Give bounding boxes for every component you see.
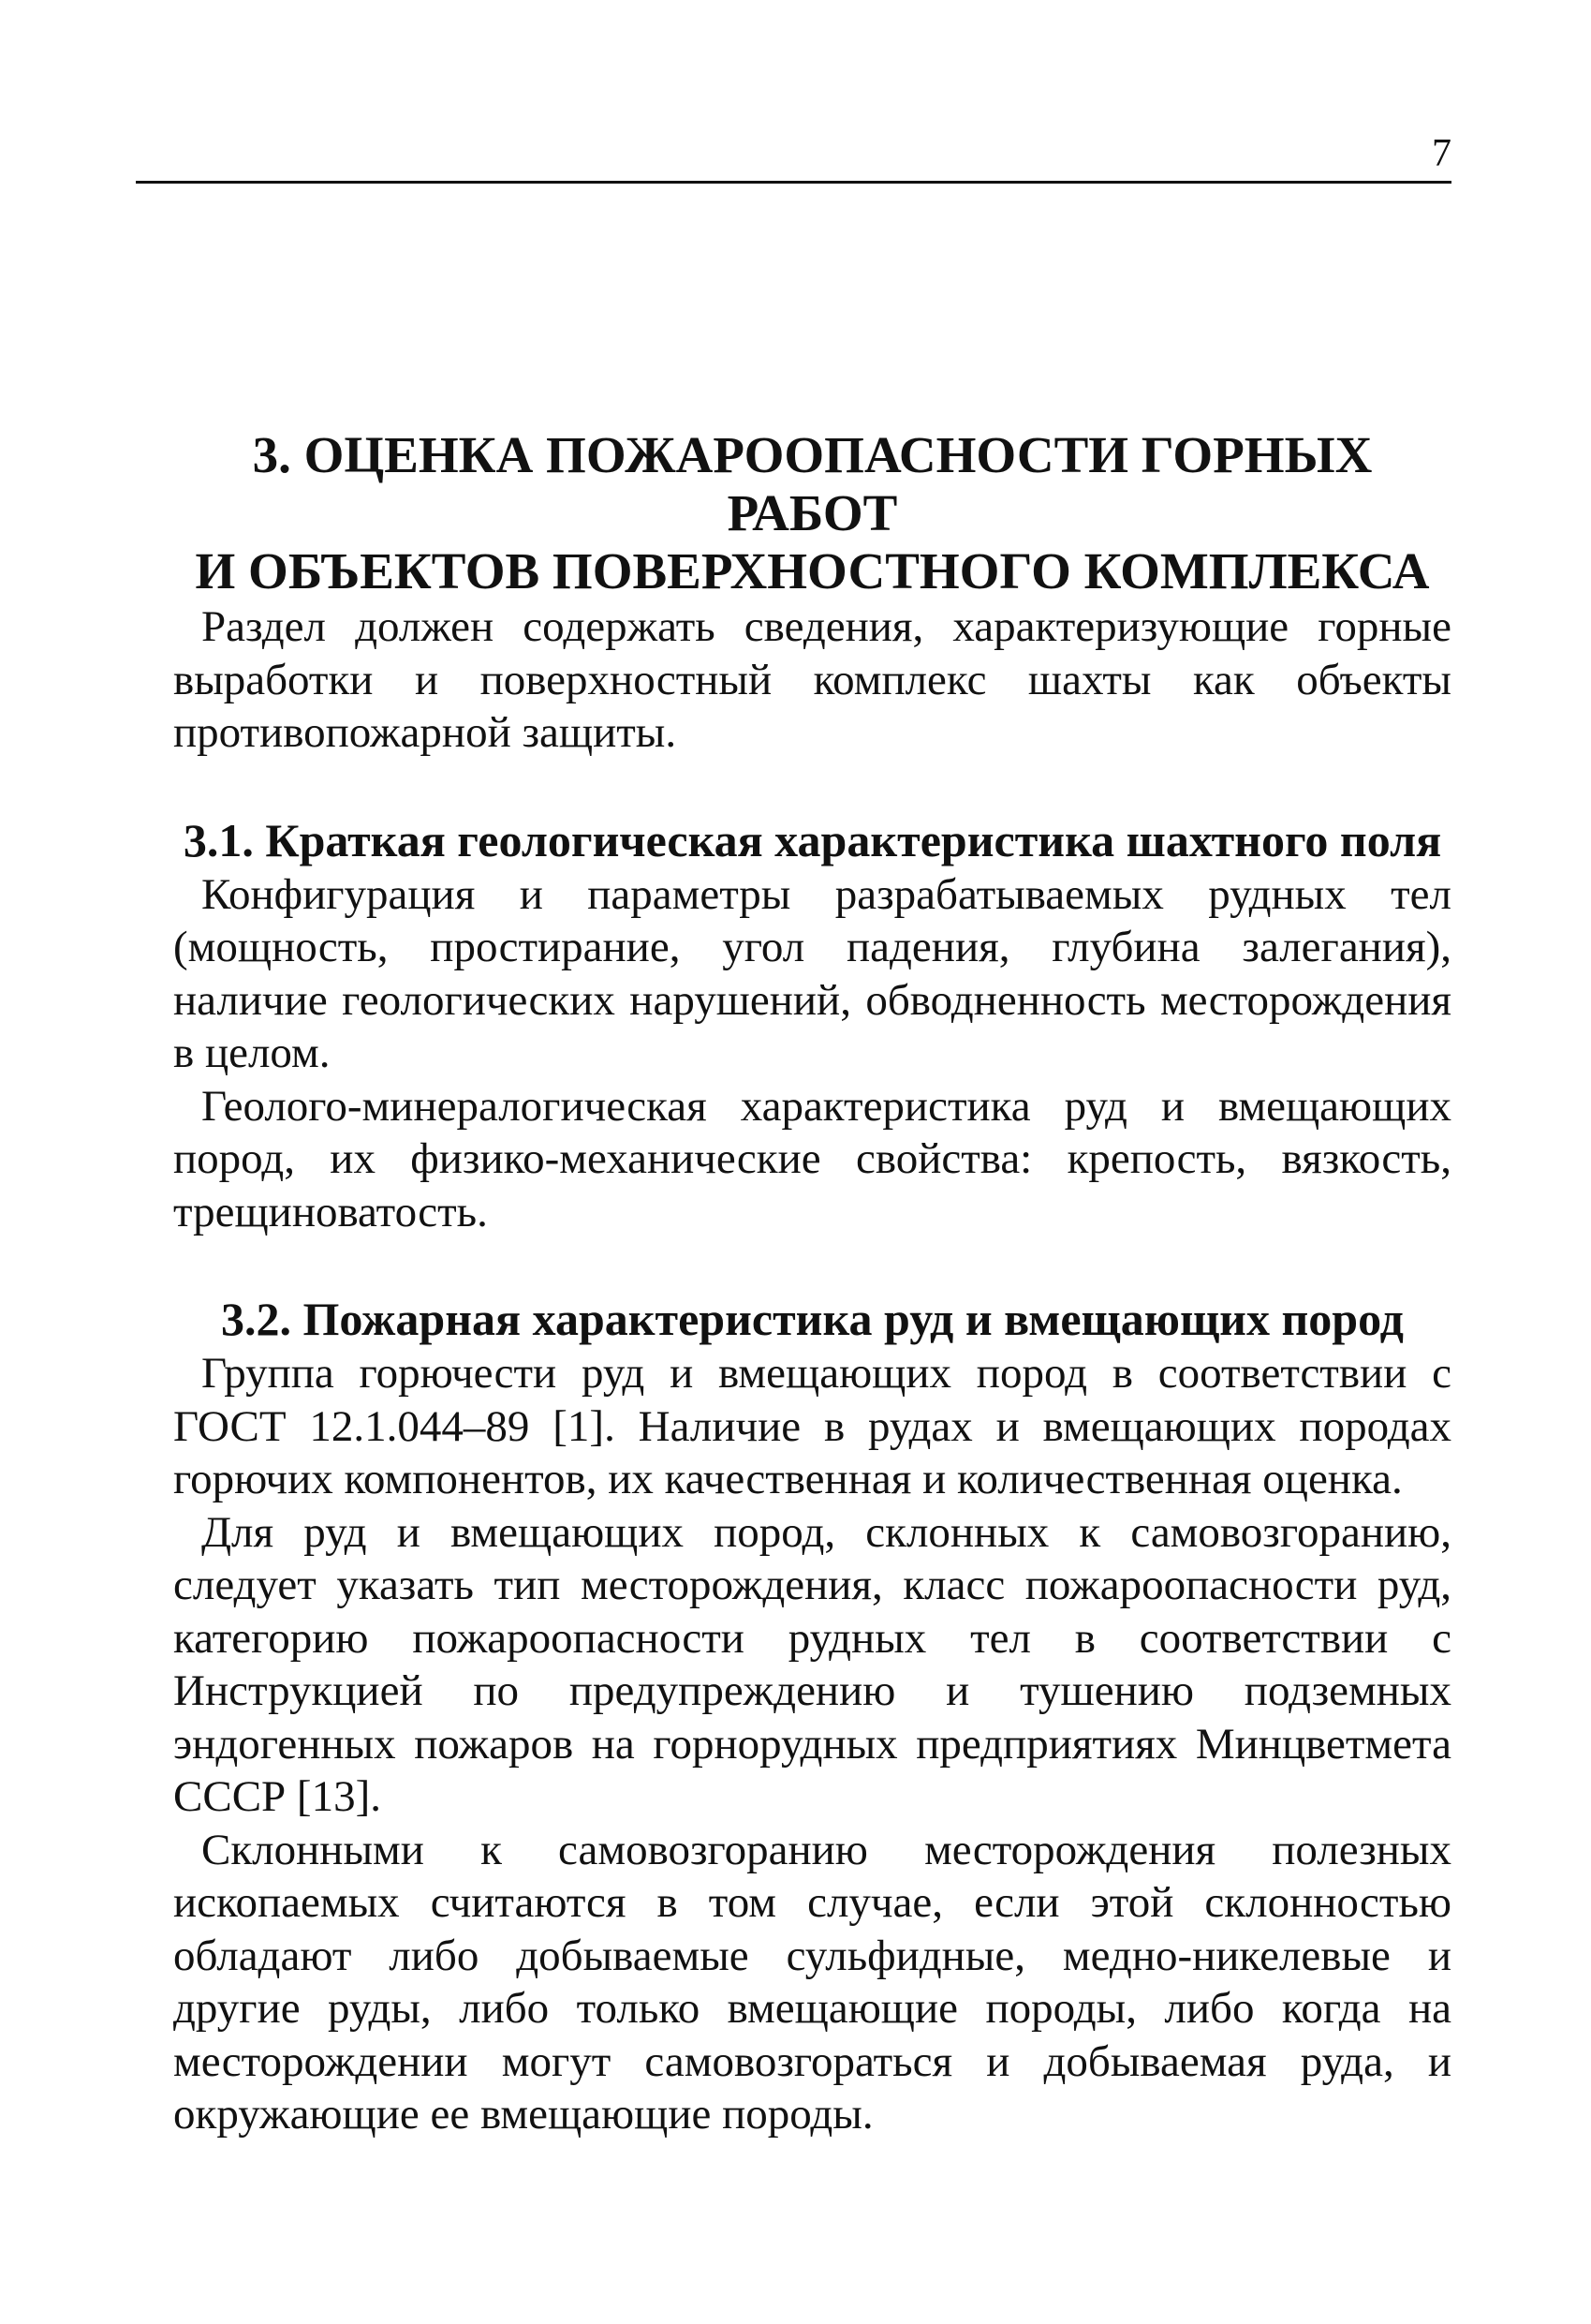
intro-paragraph: Раздел должен содержать сведения, характеризующие горные выработки и поверхностный комплекс шахты как объекты противопожарной защиты. xyxy=(173,602,1451,757)
section-3-1-heading: 3.1. Краткая геологическая характеристика шахтного поля xyxy=(183,813,1442,866)
header-rule xyxy=(136,181,1451,184)
section-3-2-paragraph-2: Для руд и вмещающих пород, склонных к самовозгоранию, следует указать тип месторождения, класс пожароопасности руд, категорию пожароопасности рудных тел в соответствии с Инструкцией по предупреждению и тушению подземных эндогенных пожаров на горнорудных предприятиях Минцветмета СССР [13]. xyxy=(173,1507,1451,1821)
section-3-1-paragraph-2: Геолого-минералогическая характеристика руд и вмещающих пород, их физико-механические свойства: крепость, вязкость, трещиноватость. xyxy=(173,1081,1451,1236)
section-3-2-paragraph-1: Группа горючести руд и вмещающих пород в соответствии с ГОСТ 12.1.044–89 [1]. Наличие в рудах и вмещающих породах горючих компонентов, их качественная и количественная оценка. xyxy=(173,1349,1451,1503)
chapter-title xyxy=(173,426,1451,600)
section-3-1-paragraph-1: Конфигурация и параметры разрабатываемых рудных тел (мощность, простирание, угол падения, глубина залегания), наличие геологических нарушений, обводненность месторождения в целом. xyxy=(173,869,1451,1077)
section-3-2-heading: 3.2. Пожарная характеристика руд и вмещающих пород xyxy=(221,1293,1404,1345)
chapter-title-line-2: И ОБЪЕКТОВ ПОВЕРХНОСТНОГО КОМПЛЕКСА xyxy=(195,542,1430,600)
section-3-2-paragraph-3: Склонными к самовозгоранию месторождения полезных ископаемых считаются в том случае, если этой склонностью обладают либо добываемые сульфидные, медно-никелевые и другие руды, либо только вмещающие породы, либо когда на месторождении могут самовозгораться и добываемая руда, и окружающие ее вмещающие породы. xyxy=(173,1825,1451,2139)
page-content xyxy=(173,426,1451,2141)
chapter-title-line-1: 3. ОЦЕНКА ПОЖАРООПАСНОСТИ ГОРНЫХ РАБОТ xyxy=(252,426,1373,541)
page-number: 7 xyxy=(1432,132,1451,175)
